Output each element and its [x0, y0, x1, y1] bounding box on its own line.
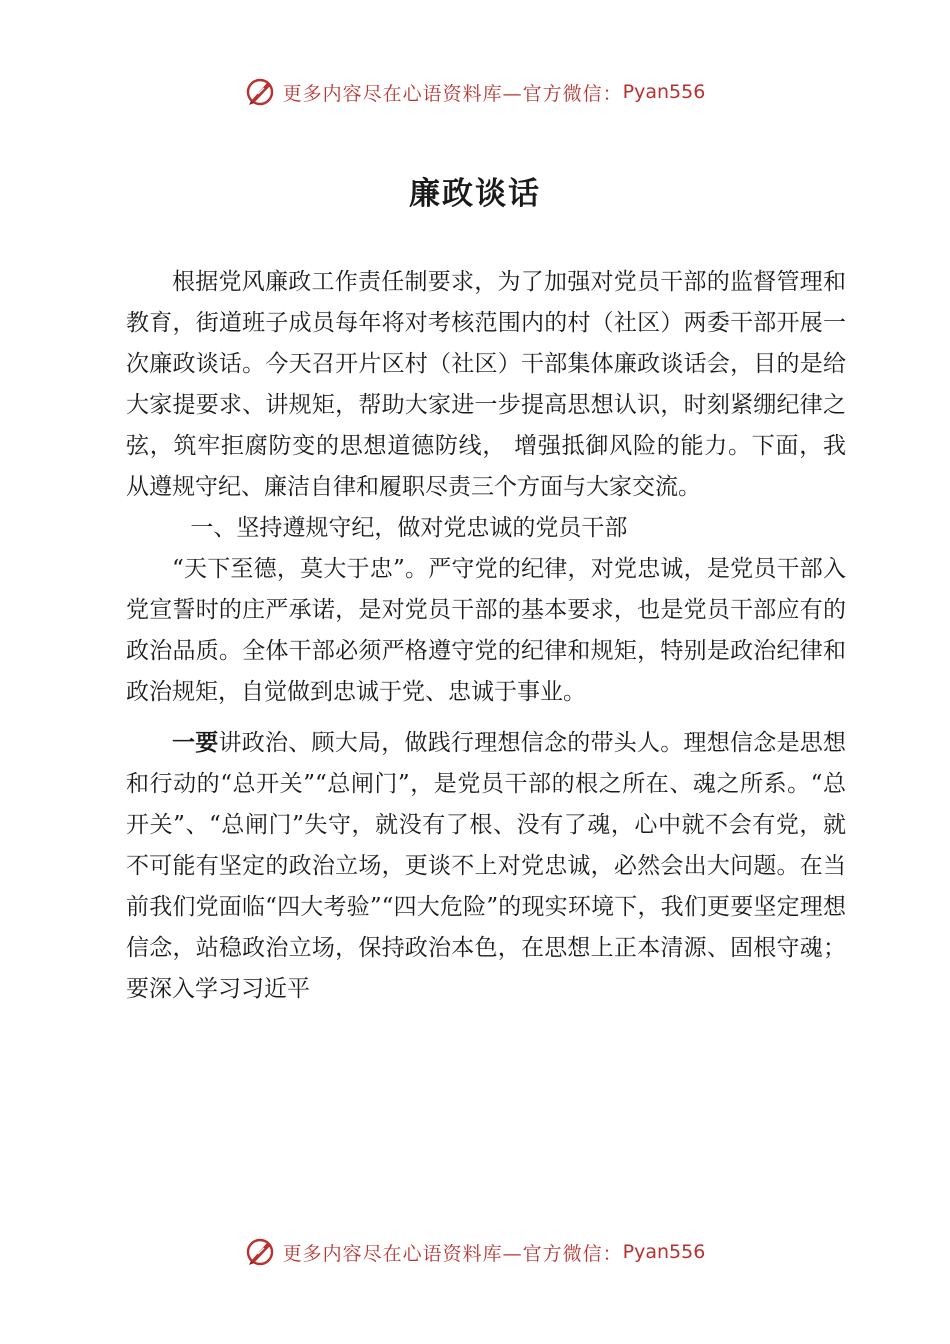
paragraph-lead: 一要 — [172, 730, 219, 756]
document-body — [126, 262, 846, 1010]
banner-slogan: 更多内容尽在心语资料库—官方微信： — [282, 82, 623, 105]
header-banner — [0, 72, 950, 112]
quill-pen-logo-icon — [245, 77, 275, 107]
banner-wechat-id: Pyan556 — [622, 81, 706, 103]
paragraph-politics — [126, 723, 846, 1010]
document-title: 廉政谈话 — [409, 176, 541, 212]
banner-slogan: 更多内容尽在心语资料库—官方微信： — [282, 1242, 623, 1265]
banner-wechat-id: Pyan556 — [622, 1241, 706, 1263]
paragraph-loyalty: “天下至德，莫大于忠”。严守党的纪律，对党忠诚，是党员干部入党宣誓时的庄严承诺，是对党员干部的基本要求，也是党员干部应有的政治品质。全体干部必须严格遵守党的纪律和规矩，特别是政治纪律和政治规矩，自觉做到忠诚于党、忠诚于事业。 — [126, 556, 846, 705]
paragraph-politics-text: 讲政治、顾大局，做践行理想信念的带头人。理想信念是思想和行动的“总开关”“总闸门”，是党员干部的根之所在、魂之所系。“总开关”、“总闸门”失守，就没有了根、没有了魂，心中就不会有党，就不可能有坚定的政治立场，更谈不上对党忠诚，必然会出大问题。在当前我们党面临“四大考验”“四大危险”的现实环境下，我们更要坚定理想信念，站稳政治立场，保持政治本色，在思想上正本清源、固根守魂；要深入学习习近平 — [126, 730, 846, 1002]
footer-banner — [0, 1232, 950, 1272]
section-heading-1: 一、坚持遵规守纪，做对党忠诚的党员干部 — [190, 515, 628, 541]
quill-pen-logo-icon — [245, 1237, 275, 1267]
paragraph-intro: 根据党风廉政工作责任制要求，为了加强对党员干部的监督管理和教育，街道班子成员每年将对考核范围内的村（社区）两委干部开展一次廉政谈话。今天召开片区村（社区）干部集体廉政谈话会，目的是给大家提要求、讲规矩，帮助大家进一步提高思想认识，时刻紧绷纪律之弦，筑牢拒腐防变的思想道德防线， 增强抵御风险的能力。下面，我从遵规守纪、廉洁自律和履职尽责三个方面与大家交流。 — [126, 269, 846, 500]
